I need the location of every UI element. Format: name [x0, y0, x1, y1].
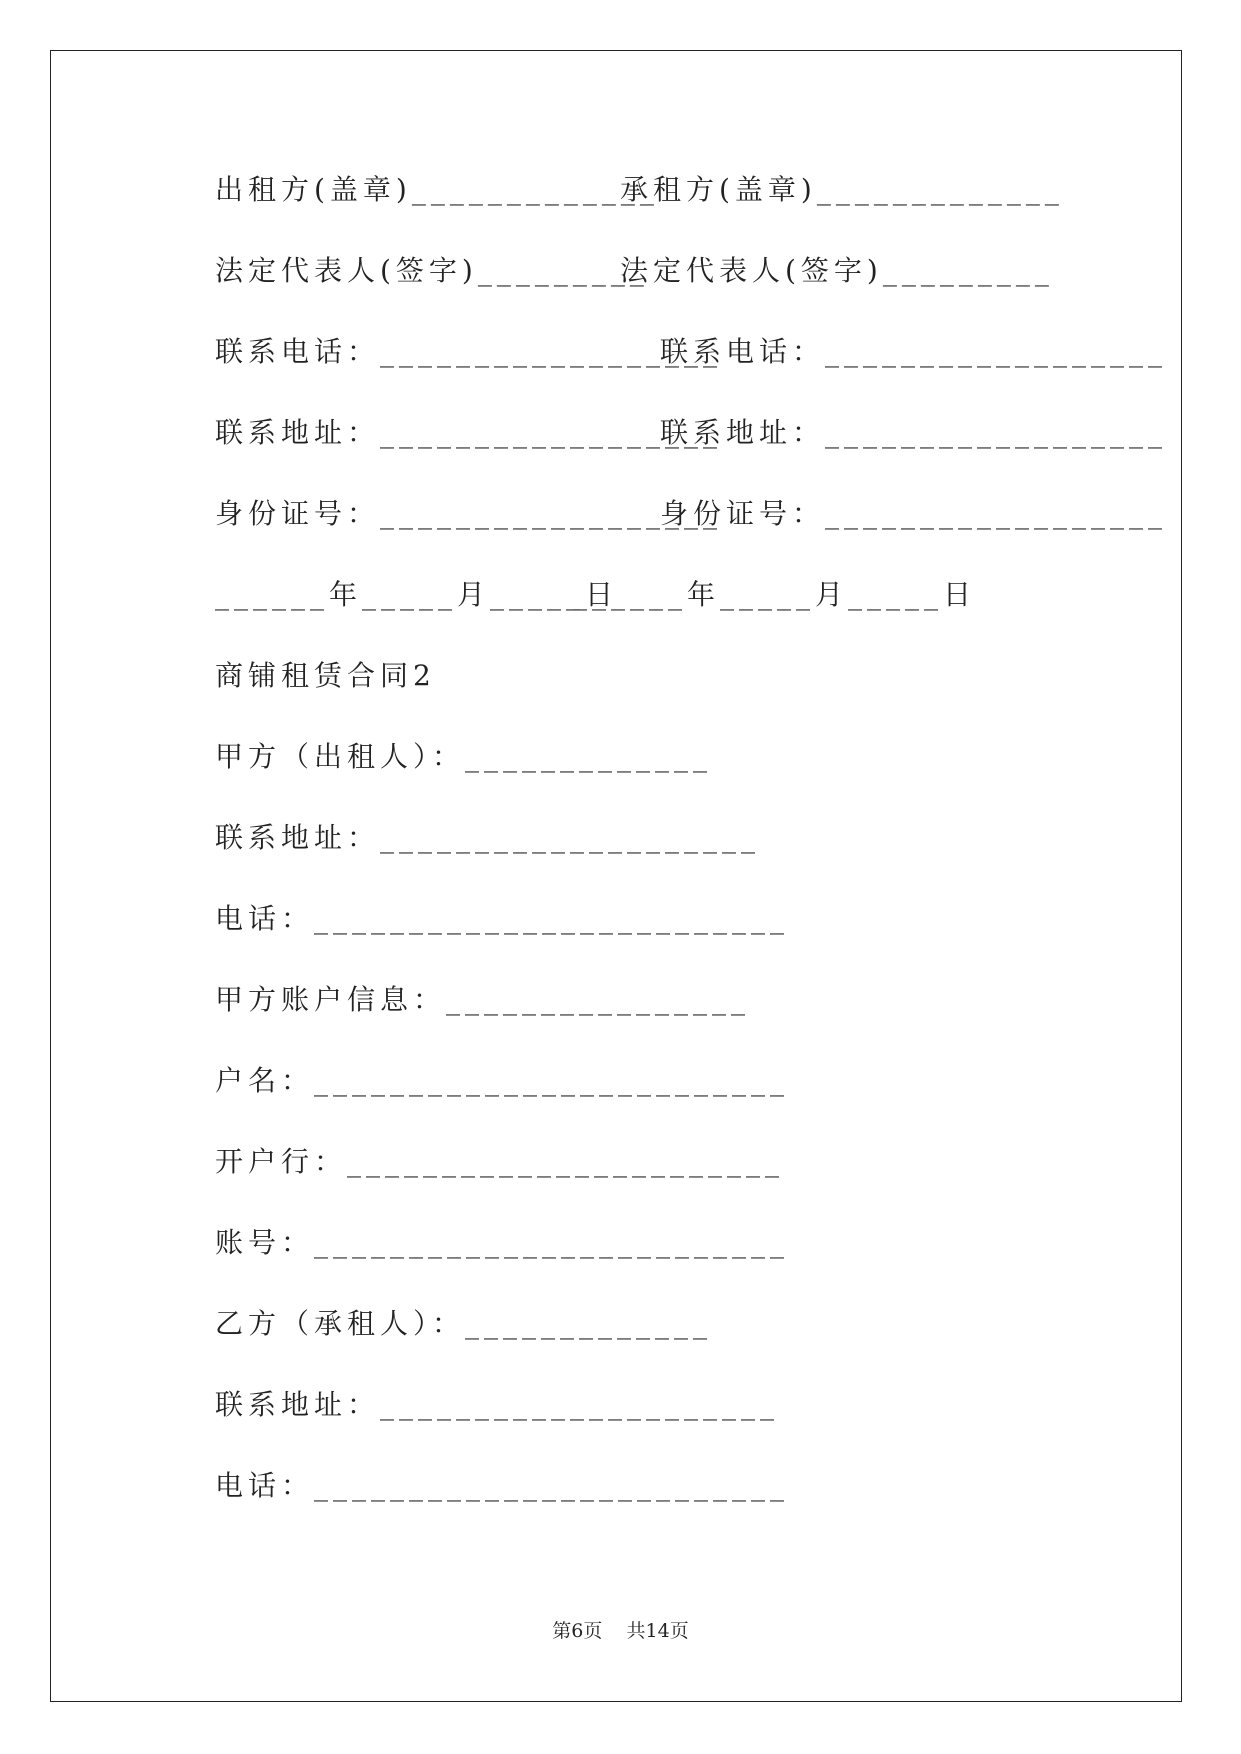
party-b-address-field: 联系地址：_____________________	[215, 1388, 780, 1421]
bank-field: 开户行：_______________________	[215, 1145, 785, 1178]
id-right-field: 身份证号：__________________	[660, 497, 1168, 530]
party-a-phone-field: 电话：_________________________	[215, 902, 790, 935]
date-right-field: ______年_____月_____日	[573, 578, 977, 611]
party-a-address-field: 联系地址：____________________	[215, 821, 761, 854]
party-a-field: 甲方（出租人）：_____________	[215, 740, 713, 773]
party-b-field: 乙方（承租人）：_____________	[215, 1307, 713, 1340]
phone-right-field: 联系电话：__________________	[660, 335, 1168, 368]
lessee-seal-field: 承租方(盖章)_____________	[620, 173, 1064, 206]
address-left-field: 联系地址：__________________	[215, 416, 723, 449]
contract-title: 商铺租赁合同2	[215, 659, 436, 692]
id-left-field: 身份证号：__________________	[215, 497, 723, 530]
account-name-field: 户名：_________________________	[215, 1064, 790, 1097]
lessor-seal-field: 出租方(盖章)_____________	[215, 173, 659, 206]
legal-rep-right-field: 法定代表人(签字)_________	[620, 254, 1054, 287]
account-number-field: 账号：_________________________	[215, 1226, 790, 1259]
address-right-field: 联系地址：__________________	[660, 416, 1168, 449]
date-left-field: ______年_____月_____日	[215, 578, 619, 611]
legal-rep-left-field: 法定代表人(签字)_________	[215, 254, 649, 287]
party-a-account-info-field: 甲方账户信息：________________	[215, 983, 751, 1016]
page-number: 第6页 共14页	[552, 1620, 689, 1642]
phone-left-field: 联系电话：__________________	[215, 335, 723, 368]
party-b-phone-field: 电话：_________________________	[215, 1469, 790, 1502]
